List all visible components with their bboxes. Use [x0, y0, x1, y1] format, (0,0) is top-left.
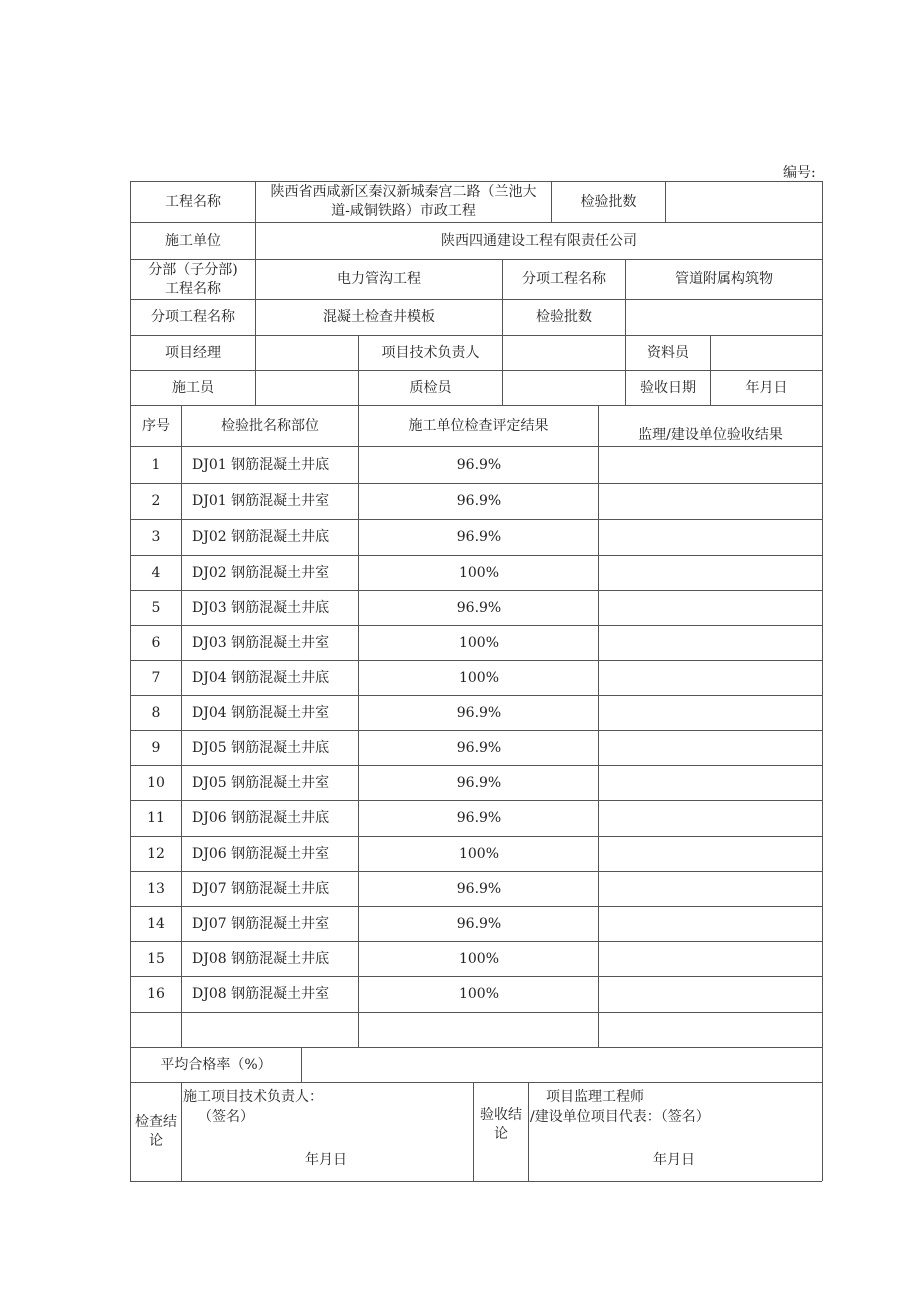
row-contractor-result: 96.9%: [456, 739, 502, 756]
batch-count-value: [666, 182, 822, 222]
batch-count2-label: 检验批数: [536, 309, 592, 325]
row-seq: [131, 1013, 181, 1047]
row-supervisor-result: [599, 696, 822, 730]
acceptance-date-value: 年月日: [745, 379, 788, 396]
row-seq: 8: [151, 704, 161, 721]
row-supervisor-result: [599, 872, 822, 906]
row-contractor-result: 96.9%: [456, 493, 502, 509]
pm-label: 项目经理: [165, 344, 221, 361]
col-seq-header: 序号: [142, 417, 170, 434]
row-supervisor-result: [599, 1013, 822, 1047]
row-supervisor-result: [599, 626, 822, 660]
row-seq: 13: [147, 880, 165, 897]
row-seq: 6: [151, 634, 161, 651]
tech-lead-sign-label: 施工项目技术负责人：: [183, 1089, 323, 1105]
subitem2-label: 分项工程名称: [151, 309, 235, 325]
builder-label: 施工员: [172, 379, 214, 396]
row-supervisor-result: [599, 591, 822, 625]
project-name-value: [256, 182, 551, 222]
row-seq: 11: [147, 810, 165, 826]
average-pass-rate-label: 平均合格率（%）: [160, 1056, 272, 1073]
check-conclusion-label-line1: 检查结: [135, 1114, 177, 1130]
row-contractor-result: 96.9%: [456, 599, 502, 616]
row-seq: 10: [147, 774, 165, 791]
records-label: 资料员: [647, 344, 689, 361]
row-contractor-result: 96.9%: [456, 810, 502, 826]
row-location: DJ02 钢筋混凝土井室: [192, 564, 330, 581]
row-location: DJ02 钢筋混凝土井底: [192, 529, 330, 545]
row-seq: 9: [151, 739, 161, 756]
col-supervisor-result-header: 监理/建设单位验收结果: [638, 426, 783, 443]
row-contractor-result: 96.9%: [456, 774, 502, 791]
division-label-line1: 分部（子分部): [148, 261, 238, 278]
row-location: [182, 1013, 358, 1047]
builder-value: [256, 371, 358, 405]
row-seq: 12: [147, 845, 165, 862]
tech-lead-sign-hint: （签名）: [198, 1109, 254, 1125]
pm-value: [256, 336, 358, 370]
acceptance-date-label: 验收日期: [640, 379, 696, 396]
project-name-label: 工程名称: [165, 193, 221, 210]
row-location: DJ07 钢筋混凝土井室: [192, 915, 330, 932]
row-supervisor-result: [599, 484, 822, 519]
tech-lead-label: 项目技术负责人: [381, 344, 480, 361]
row-location: DJ03 钢筋混凝土井底: [192, 599, 330, 616]
supervisor-title-line1: 项目监理工程师: [546, 1089, 644, 1105]
row-contractor-result: 100%: [458, 634, 500, 651]
row-supervisor-result: [599, 447, 822, 483]
row-supervisor-result: [599, 520, 822, 555]
row-seq: 7: [151, 669, 161, 686]
col-location-header: 检验批名称部位: [221, 417, 319, 434]
contractor-label: 施工单位: [165, 232, 221, 249]
average-pass-rate-value: [302, 1048, 822, 1082]
row-contractor-result: 96.9%: [456, 529, 502, 545]
row-supervisor-result: [599, 556, 822, 590]
row-contractor-result: 100%: [458, 986, 500, 1002]
row-seq: 4: [151, 564, 161, 581]
contractor-value: 陕西四通建设工程有限责任公司: [441, 232, 637, 249]
division-value: 电力管沟工程: [337, 271, 421, 287]
subitem-label: 分项工程名称: [522, 271, 606, 287]
row-location: DJ04 钢筋混凝土井底: [192, 669, 330, 686]
col-contractor-result-header: 施工单位检查评定结果: [408, 417, 549, 434]
row-seq: 14: [147, 915, 165, 932]
supervisor-sign-date: 年月日: [653, 1152, 695, 1168]
tech-lead-sign-date: 年月日: [305, 1152, 347, 1168]
row-seq: 2: [151, 493, 161, 509]
row-seq: 1: [151, 456, 161, 473]
row-location: DJ06 钢筋混凝土井室: [192, 845, 330, 862]
row-location: DJ04 钢筋混凝土井室: [192, 704, 330, 721]
records-value: [711, 336, 822, 370]
row-contractor-result: 96.9%: [456, 915, 502, 932]
row-supervisor-result: [599, 661, 822, 695]
row-supervisor-result: [599, 801, 822, 836]
check-conclusion-label-line2: 论: [149, 1133, 163, 1149]
row-location: DJ08 钢筋混凝土井室: [192, 986, 330, 1002]
tech-lead-value: [503, 336, 625, 370]
doc-number-label: 编号:: [783, 165, 816, 181]
row-supervisor-result: [599, 766, 822, 800]
row-location: DJ07 钢筋混凝土井底: [192, 880, 330, 897]
row-seq: 5: [151, 599, 161, 616]
acceptance-conclusion-label: [474, 1083, 528, 1181]
row-location: DJ08 钢筋混凝土井底: [192, 950, 330, 967]
row-contractor-result: 100%: [458, 669, 500, 686]
row-contractor-result: 96.9%: [456, 880, 502, 897]
batch-count-label: 检验批数: [580, 193, 637, 210]
acceptance-conclusion-label-line2: 论: [494, 1126, 508, 1142]
row-location: DJ06 钢筋混凝土井底: [192, 810, 330, 826]
batch-count2-value: [626, 300, 822, 335]
row-location: DJ03 钢筋混凝土井室: [192, 634, 330, 651]
division-label-line2: 工程名称: [165, 280, 221, 297]
row-seq: 3: [151, 529, 161, 545]
division-label: [131, 260, 255, 299]
check-conclusion-label: [131, 1083, 181, 1181]
qc-value: [503, 371, 625, 405]
row-contractor-result: 96.9%: [456, 456, 502, 473]
row-contractor-result: [359, 1013, 598, 1047]
row-location: DJ01 钢筋混凝土井底: [192, 456, 330, 473]
row-seq: 15: [147, 950, 165, 967]
project-name-line1: 陕西省西咸新区秦汉新城秦宫二路（兰池大: [270, 184, 537, 200]
row-supervisor-result: [599, 837, 822, 871]
subitem2-value: 混凝土检查井模板: [323, 309, 435, 325]
acceptance-conclusion-label-line1: 验收结: [480, 1107, 522, 1123]
supervisor-title-line2: /建设单位项目代表：（签名）: [530, 1109, 710, 1125]
row-seq: 16: [147, 986, 165, 1002]
row-contractor-result: 100%: [458, 950, 500, 967]
row-contractor-result: 96.9%: [456, 704, 502, 721]
row-location: DJ01 钢筋混凝土井室: [192, 493, 330, 509]
subitem-value: 管道附属构筑物: [675, 271, 773, 287]
project-name-line2: 道-咸铜铁路）市政工程: [331, 203, 476, 219]
row-supervisor-result: [599, 907, 822, 941]
row-supervisor-result: [599, 977, 822, 1012]
row-contractor-result: 100%: [458, 564, 500, 581]
row-location: DJ05 钢筋混凝土井室: [192, 774, 330, 791]
row-contractor-result: 100%: [458, 845, 500, 862]
row-supervisor-result: [599, 731, 822, 765]
row-location: DJ05 钢筋混凝土井底: [192, 739, 330, 756]
row-supervisor-result: [599, 942, 822, 976]
qc-label: 质检员: [409, 379, 452, 396]
